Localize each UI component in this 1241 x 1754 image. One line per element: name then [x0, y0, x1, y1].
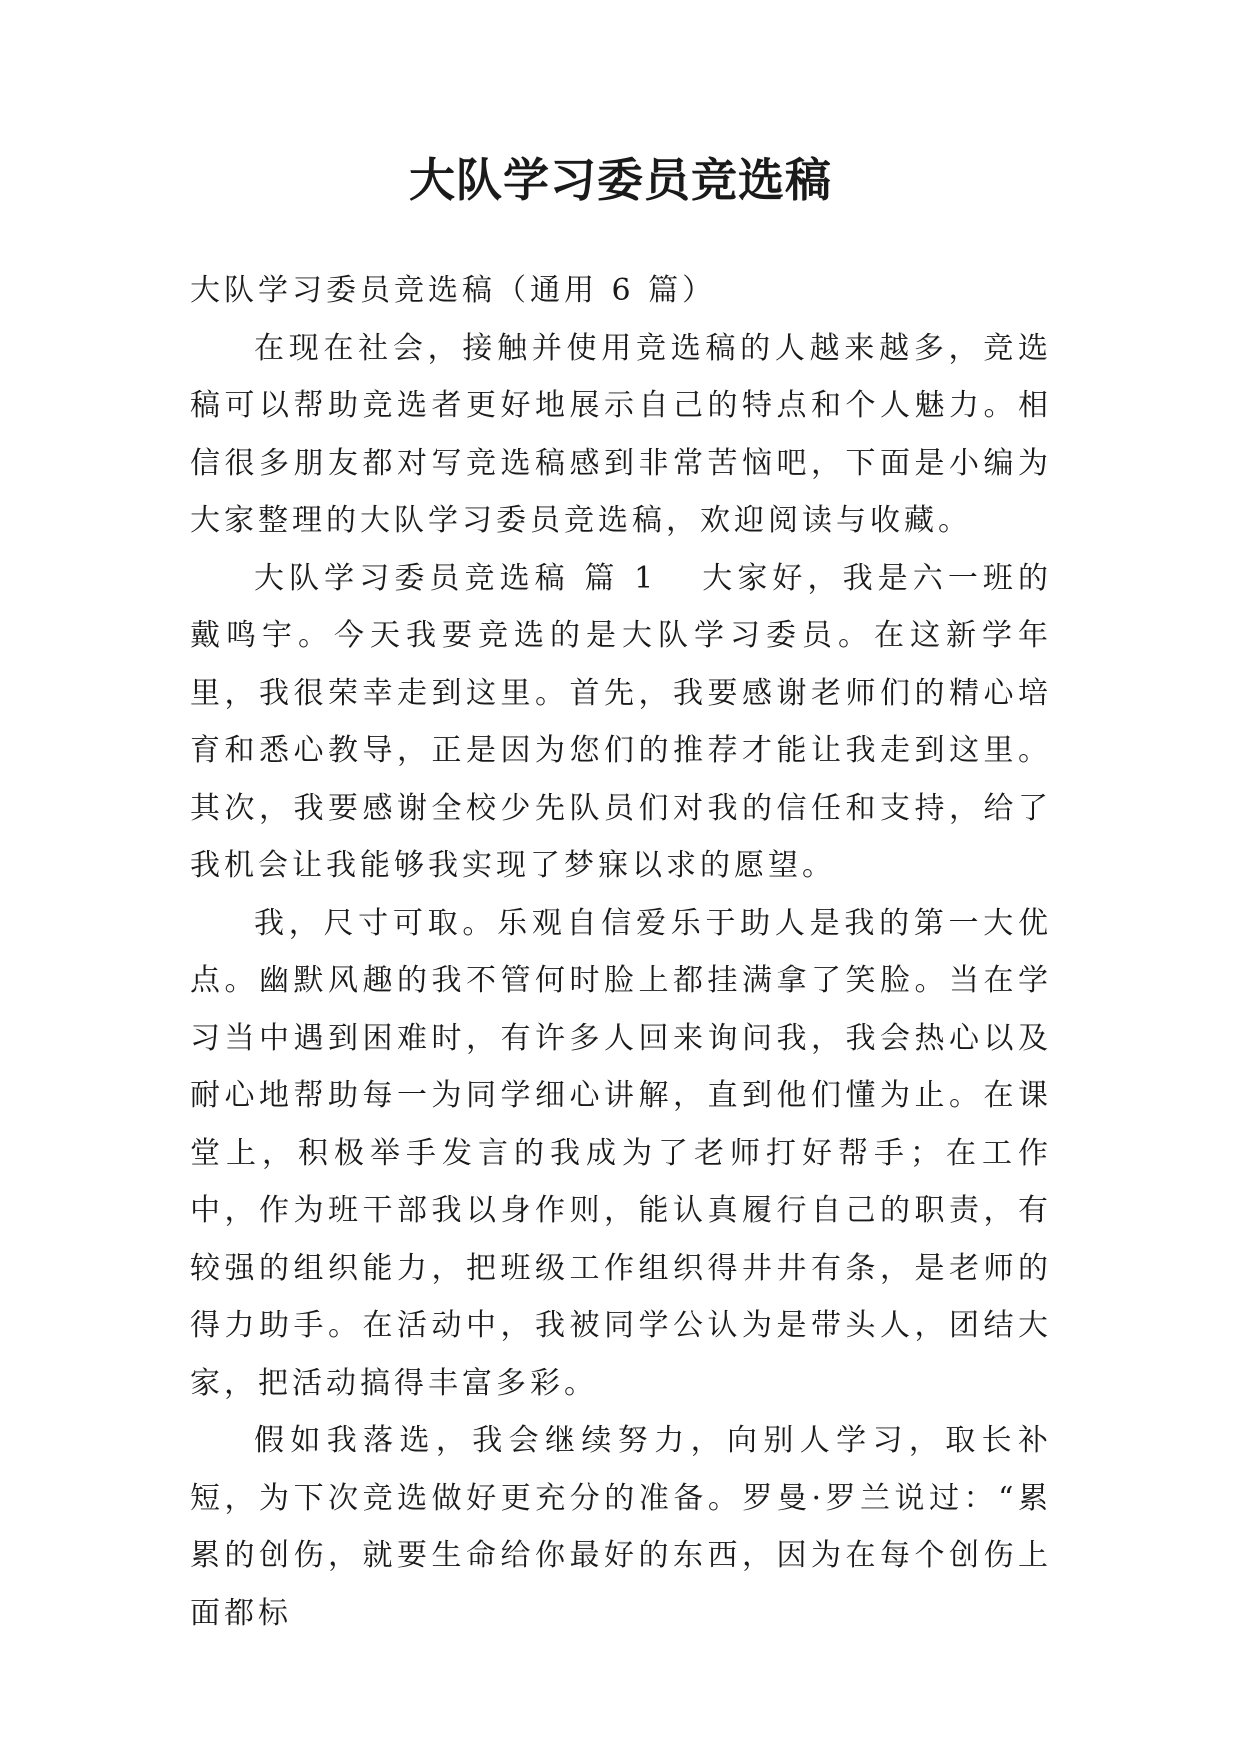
- paragraph-section-1: [190, 550, 1052, 895]
- paragraph-3: 假如我落选，我会继续努力，向别人学习，取长补短，为下次竞选做好更充分的准备。罗曼·罗兰说过：“累累的创伤，就要生命给你最好的东西，因为在每个创伤上面都标: [190, 1423, 1052, 1631]
- section-1-heading: 大队学习委员竞选稿 篇 1: [254, 560, 658, 596]
- page-title: 大队学习委员竞选稿: [409, 153, 832, 207]
- document-body: [190, 262, 1052, 1642]
- paragraph-intro: 在现在社会，接触并使用竞选稿的人越来越多，竞选稿可以帮助竞选者更好地展示自己的特点和个人魅力。相信很多朋友都对写竞选稿感到非常苦恼吧，下面是小编为大家整理的大队学习委员竞选稿，欢迎阅读与收藏。: [190, 330, 1052, 538]
- paragraph-2: 我，尺寸可取。乐观自信爱乐于助人是我的第一大优点。幽默风趣的我不管何时脸上都挂满拿了笑脸。当在学习当中遇到困难时，有许多人回来询问我，我会热心以及耐心地帮助每一为同学细心讲解，直到他们懂为止。在课堂上，积极举手发言的我成为了老师打好帮手；在工作中，作为班干部我以身作则，能认真履行自己的职责，有较强的组织能力，把班级工作组织得井井有条，是老师的得力助手。在活动中，我被同学公认为是带头人，团结大家，把活动搞得丰富多彩。: [190, 905, 1052, 1401]
- section-1-text: 大家好，我是六一班的戴鸣宇。今天我要竞选的是大队学习委员。在这新学年里，我很荣幸走到这里。首先，我要感谢老师们的精心培育和悉心教导，正是因为您们的推荐才能让我走到这里。其次，我要感谢全校少先队员们对我的信任和支持，给了我机会让我能够我实现了梦寐以求的愿望。: [190, 560, 1052, 883]
- document-subtitle: 大队学习委员竞选稿（通用 6 篇）: [190, 273, 717, 308]
